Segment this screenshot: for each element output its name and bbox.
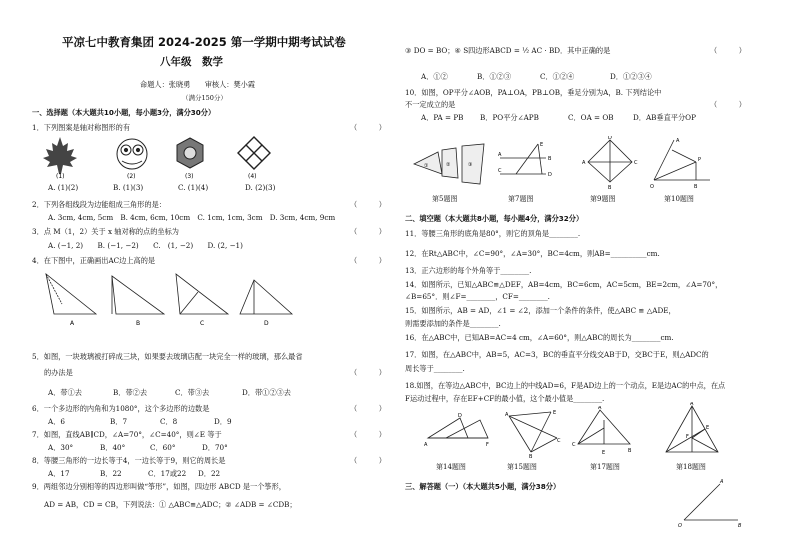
q8-option-b[interactable]: B．22 — [100, 469, 122, 478]
q7-stem: 7．如图，直线AB∥CD，∠A=70°，∠C=40°，则∠E 等于 — [32, 430, 222, 439]
q9-option-b[interactable]: B．①②③ — [477, 72, 512, 81]
svg-text:A: A — [690, 402, 694, 407]
q16: 16．在△ABC中，已知AB=AC=4 cm，∠A=60°，则△ABC的周长为________cm. — [405, 333, 674, 342]
q5-stem-line2: 的办法是 — [44, 368, 73, 377]
exam-authors: 命题人：张晓勇 审核人：樊小霞 — [140, 80, 256, 89]
svg-text:P: P — [698, 157, 702, 163]
svg-text:E: E — [706, 425, 710, 431]
q15-line2: 则需要添加的条件是________. — [405, 319, 501, 328]
q14-line1: 14．如图所示，已知△ABC≌△DEF，AB=4cm，BC=6cm，AC=5cm，BE=2cm，∠A=70°， — [405, 280, 723, 289]
q1-option-c[interactable]: C. (1)(4) — [178, 183, 209, 192]
svg-text:A: A — [505, 412, 509, 418]
q7-option-a[interactable]: A．30° — [48, 443, 74, 452]
q6-option-b[interactable]: B．7 — [110, 417, 128, 426]
q10-stem-line2: 不一定成立的是 — [405, 100, 456, 109]
q1-option-b[interactable]: B. (1)(3) — [113, 183, 144, 192]
hexagon-figure — [177, 138, 203, 168]
svg-text:C: C — [498, 168, 502, 174]
q1-fig-label-1: (1) — [56, 173, 65, 180]
fig5-caption: 第5题图 — [432, 195, 458, 203]
q10-angle-figure — [650, 136, 714, 190]
svg-text:O: O — [678, 523, 682, 528]
q5-option-c[interactable]: C．带③去 — [175, 388, 210, 397]
q1-fig-label-3: (3) — [185, 173, 194, 180]
angle-aob-figure — [676, 478, 746, 528]
q17-figure — [572, 406, 634, 458]
q14-figure — [424, 412, 494, 456]
svg-text:F: F — [686, 434, 689, 440]
q4-option-c: C — [200, 320, 205, 327]
svg-text:C: C — [634, 160, 638, 166]
q18-figure — [660, 402, 724, 458]
svg-text:B: B — [738, 523, 742, 528]
q18-line2: F运动过程中，存在EF+CF的最小值，这个最小值是________. — [405, 394, 605, 403]
q6-option-d[interactable]: D．9 — [214, 417, 232, 426]
q9-kite-figure — [582, 136, 638, 190]
q9-stem-line1: 9．两组邻边分别相等的四边形叫做“筝形”，如图，四边形 ABCD 是一个筝形， — [32, 482, 286, 491]
svg-text:A: A — [582, 160, 586, 166]
q2-paren: （ ） — [350, 200, 386, 209]
q8-paren: （ ） — [350, 456, 386, 465]
q8-stem: 8．等腰三角形的一边长等于4，一边长等于9，则它的周长是 — [32, 456, 226, 465]
q9-option-d[interactable]: D．①②③④ — [610, 72, 652, 81]
q10-option-a[interactable]: A．PA = PB — [421, 113, 464, 122]
q9-continued: ③ DO = BO；④ S四边形ABCD = ½ AC · BD．其中正确的是 — [405, 46, 611, 55]
q9-option-c[interactable]: C．①②④ — [540, 72, 575, 81]
section1-heading: 一、选择题（本大题共10小题，每小题3分，满分30分） — [32, 108, 216, 117]
q6-stem: 6．一个多边形的内角和为1080°，这个多边形的边数是 — [32, 404, 210, 413]
q8-option-c[interactable]: C．17或22 — [148, 469, 187, 478]
q5-stem-line1: 5．如图，一块玻璃被打碎成三块，如果要去玻璃店配一块完全一样的玻璃，那么最省 — [32, 352, 303, 361]
svg-text:O: O — [650, 184, 654, 190]
svg-text:①: ① — [424, 163, 429, 169]
q12: 12．在Rt△ABC中，∠C=90°，∠A=30°，BC=4cm，则AB=__________cm. — [405, 249, 660, 258]
svg-text:F: F — [486, 442, 489, 448]
q4-option-b: B — [136, 320, 141, 327]
svg-text:E: E — [553, 410, 557, 416]
svg-text:B: B — [548, 156, 552, 162]
q3-options[interactable]: A. (−1, 2) B. (−1, −2) C. (1, −2) D. (2, −1) — [48, 241, 243, 250]
exam-subtitle: 八年级 数学 — [160, 56, 223, 68]
q17-line2: 周长等于________. — [405, 364, 465, 373]
svg-text:A: A — [598, 406, 602, 411]
q5-option-a[interactable]: A．带①去 — [48, 388, 82, 397]
q7-option-b[interactable]: B．40° — [100, 443, 126, 452]
svg-text:D: D — [608, 136, 612, 141]
q8-option-d[interactable]: D．22 — [198, 469, 221, 478]
q7-paren: （ ） — [350, 430, 386, 439]
fig10-caption: 第10题图 — [664, 195, 694, 203]
svg-text:D: D — [458, 413, 462, 419]
q15-figure — [505, 408, 563, 458]
q3-paren: （ ） — [350, 227, 386, 236]
q6-option-c[interactable]: C．8 — [160, 417, 178, 426]
svg-text:B: B — [628, 448, 632, 454]
fig17-caption: 第17题图 — [590, 463, 620, 471]
maple-leaf-figure — [43, 137, 77, 174]
fig9-caption: 第9题图 — [590, 195, 616, 203]
svg-text:A: A — [720, 479, 724, 485]
q11: 11．等腰三角形的底角是80°，则它的顶角是________. — [405, 229, 581, 238]
svg-text:A: A — [676, 138, 680, 144]
exam-score: （满分150分） — [182, 94, 227, 102]
q4-paren: （ ） — [350, 256, 386, 265]
q6-paren: （ ） — [350, 404, 386, 413]
q4-figures — [40, 270, 300, 328]
svg-text:②: ② — [446, 162, 451, 168]
svg-text:E: E — [602, 450, 606, 456]
q4-option-d: D — [264, 320, 269, 327]
q3-stem: 3．点 M（1，2）关于 x 轴对称的点的坐标为 — [32, 227, 179, 236]
svg-text:B: B — [694, 184, 698, 190]
svg-text:A: A — [498, 152, 502, 158]
q1-figures — [40, 134, 280, 180]
section3-heading: 三、解答题（一）（本大题共5小题，满分38分） — [405, 482, 561, 491]
q9-option-a[interactable]: A．①② — [421, 72, 448, 81]
q7-option-d[interactable]: D．70° — [202, 443, 228, 452]
q15-line1: 15．如图所示，AB = AD，∠1 = ∠2，添加一个条件的条件，使△ABC ≌ △ADE， — [405, 306, 676, 315]
q5-glass-figure — [412, 142, 488, 190]
q6-option-a[interactable]: A．6 — [48, 417, 65, 426]
q5-paren: （ ） — [350, 368, 386, 377]
svg-text:B: B — [608, 185, 612, 190]
q18-line1: 18.如图，在等边△ABC中，BC边上的中线AD=6，F是AD边上的一个动点，E是边AC的中点，在点 — [405, 381, 726, 390]
q5-option-b[interactable]: B．带②去 — [113, 388, 148, 397]
q7-parallel-figure — [498, 140, 558, 188]
q10-option-b[interactable]: B．PO平分∠APB — [480, 113, 539, 122]
q4-stem: 4．在下图中，正确画出AC边上高的是 — [32, 256, 156, 265]
q10-option-c[interactable]: C．OA = OB — [568, 113, 614, 122]
q9-paren: （ ） — [710, 46, 746, 55]
q1-fig-label-4: (4) — [248, 173, 257, 180]
q1-stem: 1．下列图案是轴对称图形的有 — [32, 123, 131, 132]
q1-option-d[interactable]: D. (2)(3) — [245, 183, 276, 192]
svg-text:E: E — [540, 142, 544, 148]
exam-title: 平凉七中教育集团 2024-2025 第一学期中期考试试卷 — [62, 35, 346, 49]
svg-text:C: C — [557, 438, 561, 444]
q5-option-d[interactable]: D．带①②③去 — [242, 388, 291, 397]
q1-fig-label-2: (2) — [127, 173, 136, 180]
fig14-caption: 第14题图 — [436, 463, 466, 471]
q7-option-c[interactable]: C．60° — [150, 443, 176, 452]
fig7-caption: 第7题图 — [508, 195, 534, 203]
q8-option-a[interactable]: A．17 — [48, 469, 70, 478]
q14-line2: ∠B=65°．则∠F=________，CF=________. — [405, 292, 550, 301]
face-figure — [117, 139, 147, 169]
q10-option-d[interactable]: D．AB垂直平分OP — [633, 113, 696, 122]
svg-text:B: B — [529, 454, 533, 458]
q10-stem-line1: 10．如图，OP平分∠AOB，PA⊥OA，PB⊥OB，垂足分别为A，B. 下列结论中 — [405, 88, 662, 97]
svg-text:C: C — [572, 442, 576, 448]
svg-text:③: ③ — [468, 162, 473, 168]
q10-paren: （ ） — [710, 100, 746, 109]
q2-stem: 2．下列各组线段为边能组成三角形的是： — [32, 200, 166, 209]
q4-option-a: A — [70, 320, 75, 327]
knot-figure — [238, 137, 270, 169]
q2-options[interactable]: A. 3cm, 4cm, 5cm B. 4cm, 6cm, 10cm C. 1cm, 1cm, 3cm D. 3cm, 4cm, 9cm — [48, 213, 336, 222]
q17-line1: 17．如图，在△ABC中，AB=5，AC=3，BC的垂直平分线交AB于D，交BC于E，则△ADC的 — [405, 350, 709, 359]
q1-option-a[interactable]: A. (1)(2) — [48, 183, 79, 192]
section2-heading: 二、填空题（本大题共8小题，每小题4分，满分32分） — [405, 214, 584, 223]
fig18-caption: 第18题图 — [676, 463, 706, 471]
q9-stem-line2: AD = AB，CD = CB，下列说法：① △ABC≌△ADC；② ∠ADB = ∠CDB； — [44, 500, 297, 509]
fig15-caption: 第15题图 — [507, 463, 537, 471]
q13: 13．正六边形的每个外角等于________. — [405, 266, 532, 275]
svg-text:D: D — [548, 172, 552, 178]
q1-paren: （ ） — [350, 123, 386, 132]
svg-text:A: A — [424, 442, 428, 448]
